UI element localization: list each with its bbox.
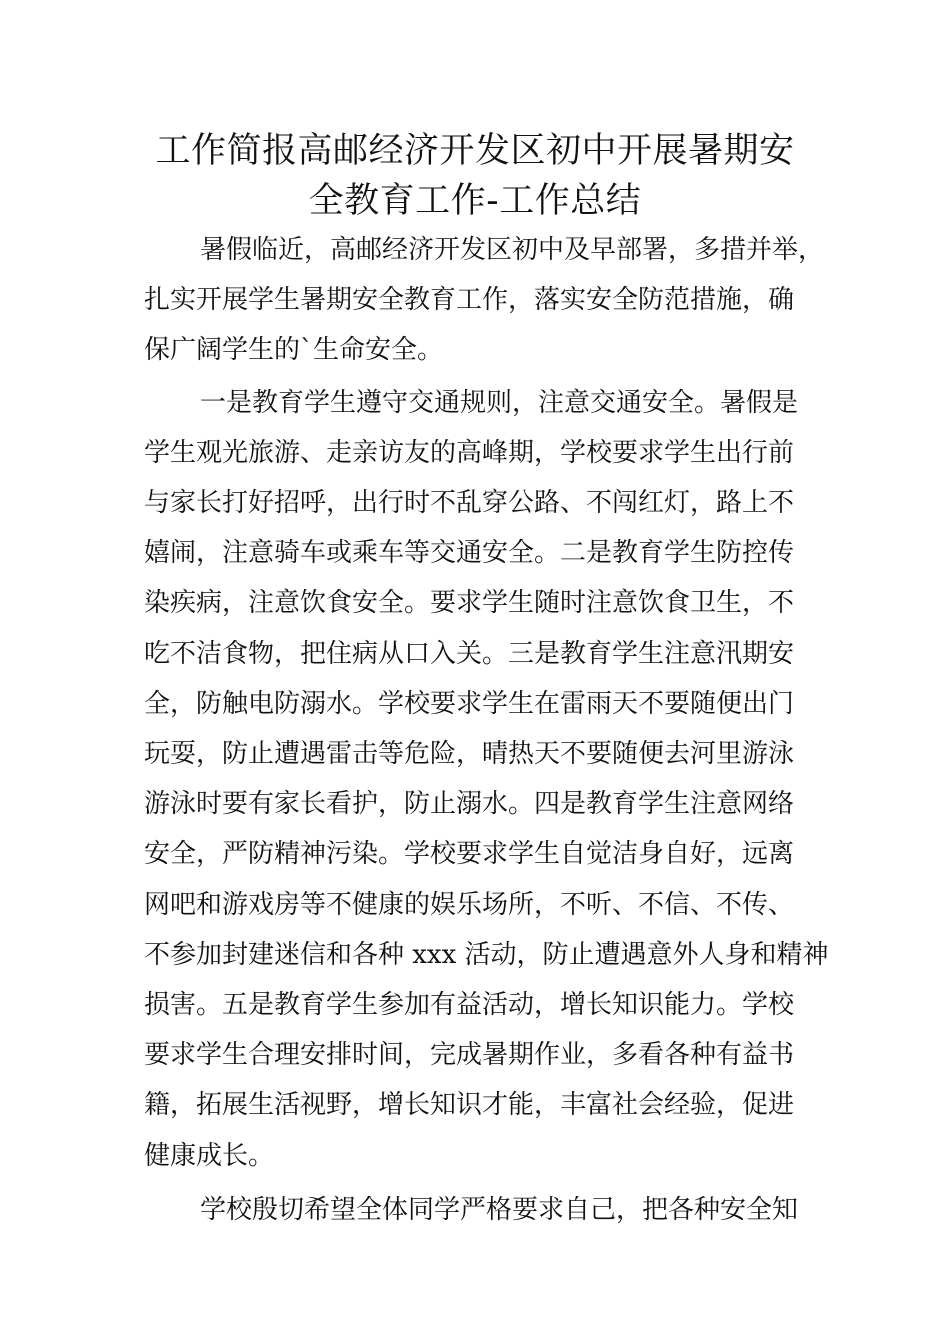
paragraph-closing bbox=[144, 1185, 819, 1235]
text-line: 嬉闹，注意骑车或乘车等交通安全。二是教育学生防控传 bbox=[144, 538, 795, 569]
text-line: 暑假临近，高邮经济开发区初中及早部署，多措并举， bbox=[200, 235, 825, 265]
title-line-1: 工作简报高邮经济开发区初中开展暑期安 bbox=[155, 131, 795, 171]
text-line: 安全，严防精神污染。学校要求学生自觉洁身自好，远离 bbox=[144, 839, 795, 870]
text-line: 游泳时要有家长看护，防止溺水。四是教育学生注意网络 bbox=[144, 789, 795, 820]
text-line: 要求学生合理安排时间，完成暑期作业，多看各种有益书 bbox=[144, 1040, 795, 1071]
paragraph-intro bbox=[144, 225, 825, 376]
text-line: 染疾病，注意饮食安全。要求学生随时注意饮食卫生，不 bbox=[144, 588, 795, 619]
document-title bbox=[140, 126, 810, 226]
text-line: 一是教育学生遵守交通规则，注意交通安全。暑假是 bbox=[200, 387, 799, 418]
text-line: 玩耍，防止遭遇雷击等危险，晴热天不要随便去河里游泳 bbox=[144, 739, 795, 770]
text-line: 损害。五是教育学生参加有益活动，增长知识能力。学校 bbox=[144, 990, 795, 1021]
text-line: 吃不洁食物，把住病从口入关。三是教育学生注意汛期安 bbox=[144, 638, 795, 669]
text-line: 与家长打好招呼，出行时不乱穿公路、不闯红灯，路上不 bbox=[144, 488, 795, 519]
paragraph-measures bbox=[144, 378, 829, 1181]
text-line: 学生观光旅游、走亲访友的高峰期，学校要求学生出行前 bbox=[144, 437, 795, 468]
text-line: 不参加封建迷信和各种 xxx 活动，防止遭遇意外人身和精神 bbox=[144, 939, 829, 970]
title-line-2: 全教育工作-工作总结 bbox=[308, 181, 642, 221]
document-body bbox=[144, 225, 829, 1235]
text-line: 网吧和游戏房等不健康的娱乐场所，不听、不信、不传、 bbox=[144, 889, 795, 920]
text-line: 保广阔学生的`生命安全。 bbox=[144, 335, 444, 366]
text-line: 扎实开展学生暑期安全教育工作，落实安全防范措施，确 bbox=[144, 285, 795, 316]
text-line: 全，防触电防溺水。学校要求学生在雷雨天不要随便出门 bbox=[144, 688, 795, 719]
text-line: 学校殷切希望全体同学严格要求自己，把各种安全知 bbox=[200, 1194, 799, 1225]
text-line: 健康成长。 bbox=[144, 1140, 275, 1171]
text-line: 籍，拓展生活视野，增长知识才能，丰富社会经验，促进 bbox=[144, 1090, 795, 1121]
